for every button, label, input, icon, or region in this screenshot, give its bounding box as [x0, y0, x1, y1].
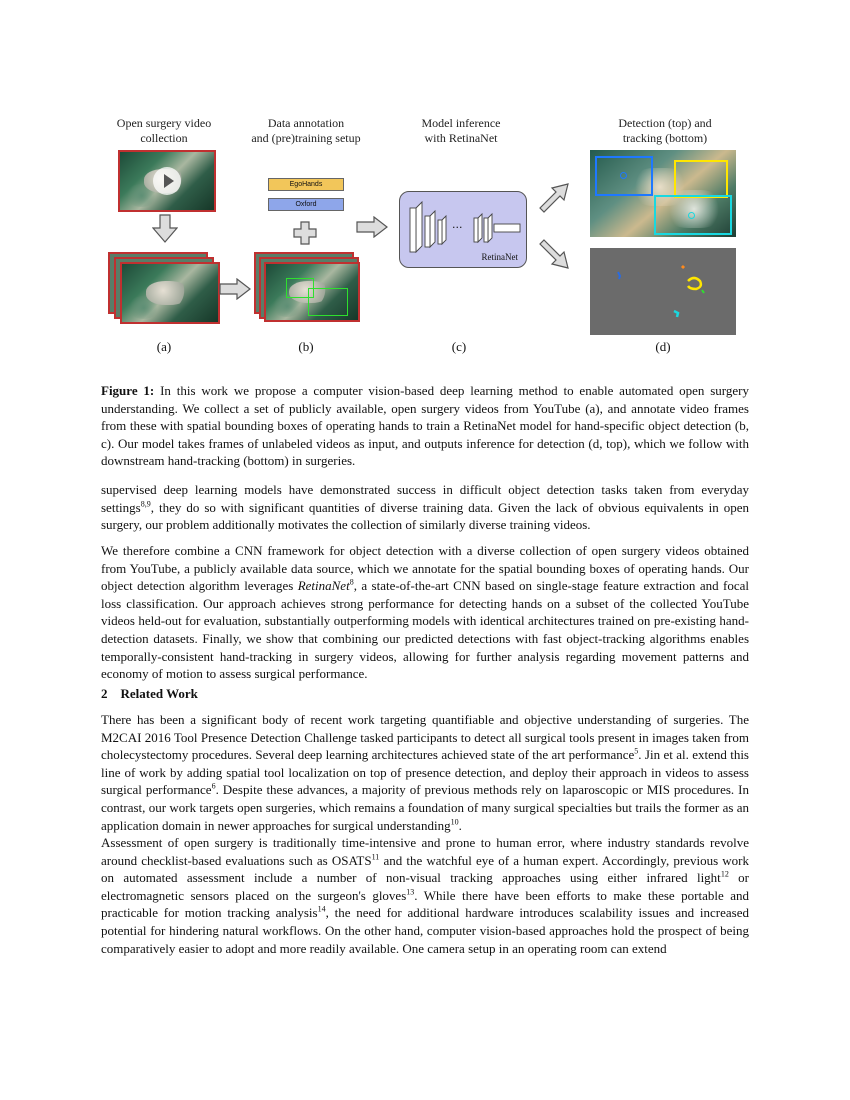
body-paragraph-2 — [101, 542, 749, 683]
arrow-right-icon — [219, 278, 251, 300]
citation: 8 — [349, 577, 354, 587]
paragraph-text: , they do so with significant quantities of diverse training data. Given the lack of obvious equivalents in open surgery, our problem additionally motivates the collection of similarly diverse training videos. — [101, 499, 749, 533]
panel-label-a: (a) — [156, 339, 172, 354]
paragraph-text: , a state-of-the-art CNN based on single-stage feature extraction and focal loss classification. Our approach achieves strong performance for detecting hands on a subset of the collected YouTube videos held-out for evaluation, substantially outperforming models with identical architectures trained on pre-existing hand-detection datasets. Finally, we show that combining our predicted detections with fast object-tracking algorithms enables temporally-consistent hand-tracking in surgery videos, allowing for further analysis regarding movement patterns and economy of motion to assess surgical performance. — [101, 578, 749, 682]
citation: 14 — [317, 905, 326, 915]
hand-bounding-box — [308, 288, 348, 316]
stage-title-d — [595, 116, 735, 146]
stage-title-c-line1: Model inference — [421, 116, 501, 130]
detection-frame — [590, 150, 736, 237]
video-thumbnail — [118, 150, 216, 212]
stage-title-b-line1: Data annotation — [267, 116, 345, 130]
citation: 11 — [371, 852, 380, 862]
citation: 10 — [450, 817, 459, 827]
network-layers-icon — [408, 198, 528, 260]
paragraph-text: . Despite these advances, a majority of previous methods rely on laparoscopic or MIS procedures. In contrast, our work targets open surgeries, which remains a foundation of many surgical specialties but trails the former as an application domain in newer approaches for surgical understanding — [101, 782, 749, 833]
paragraph-text: Assessment of open surgery is traditionally time-intensive and prone to human error, where industry standards revolve around checklist-based evaluations such as OSATS — [101, 835, 749, 868]
section-number: 2 — [101, 686, 108, 701]
stage-title-b-line2: and (pre)training setup — [251, 131, 361, 145]
paragraph-text: We therefore combine a CNN framework for object detection with a diverse collection of open surgery videos obtained from YouTube, a publicly available data source, which we annotate for the spatial bounding boxes of operating hands. Our object detection algorithm leverages — [101, 543, 749, 594]
citation: 12 — [720, 869, 729, 879]
stage-title-b — [241, 116, 371, 146]
layers-ellipsis: ... — [452, 218, 463, 231]
oxford-tag: Oxford — [268, 198, 344, 211]
body-paragraph-1 — [101, 481, 749, 534]
arrow-down-icon — [152, 214, 178, 244]
paragraph-text: supervised deep learning models have demonstrated success in difficult object detection tasks taken from everyday settings — [101, 482, 749, 515]
retinanet-model — [399, 191, 527, 268]
frame-stack-front — [120, 262, 220, 324]
body-paragraph-3 — [101, 711, 749, 834]
panel-label-c: (c) — [451, 339, 467, 354]
citation: 5 — [634, 746, 639, 756]
stage-title-c — [398, 116, 524, 146]
paragraph-text: , the need for additional hardware introduces scalability issues and increased potential for hindering natural workflows. On the other hand, computer vision-based approaches hold the prospect of being comparatively easier to adopt and more readily available. One camera setup in an operating room can extend — [101, 905, 750, 956]
stage-title-c-line2: with RetinaNet — [424, 131, 498, 145]
panel-label-b: (b) — [298, 339, 314, 354]
paragraph-text: . — [458, 817, 462, 833]
caption-text: In this work we propose a computer vision-based deep learning method to enable automated open surgery understanding. We collect a set of publicly available, open surgery videos from YouTube (a), and annotate video frames from these with spatial bounding boxes of operating hands to train a RetinaNet model for hand-specific object detection (b, c). Our model takes frames of unlabeled videos as input, and outputs inference for detection (d, top), which we follow with downstream hand-tracking (bottom) in surgeries. — [101, 383, 749, 469]
stage-title-a-line2: collection — [140, 131, 188, 145]
stage-title-d-line1: Detection (top) and — [618, 116, 712, 130]
citation: 13 — [406, 887, 415, 897]
paragraph-text: . While there have been efforts to make these portable and practicable for motion tracking analysis — [101, 887, 750, 921]
plus-icon — [293, 221, 317, 245]
arrow-down-right-icon — [538, 238, 570, 270]
detection-box-yellow — [674, 160, 728, 198]
section-heading — [101, 686, 198, 702]
stage-title-d-line2: tracking (bottom) — [622, 131, 708, 145]
section-title: Related Work — [120, 686, 198, 701]
citation: 8,9 — [140, 499, 151, 509]
tracking-frame — [590, 248, 736, 335]
paragraph-text: or electromagnetic sensors placed on the surgeon's gloves — [101, 870, 749, 903]
stage-title-a-line1: Open surgery video — [116, 116, 212, 130]
annotated-frame — [264, 262, 360, 322]
paragraph-text: and the watchful eye of a human expert. Accordingly, previous work on automated assessment include a number of non-visual tracking approaches using either infrared light — [101, 852, 749, 886]
arrow-right-icon — [356, 216, 388, 238]
play-icon — [153, 167, 181, 195]
arrow-up-right-icon — [538, 182, 570, 214]
paragraph-text: There has been a significant body of recent work targeting quantifiable and objective understanding of surgeries. The M2CAI 2016 Tool Presence Detection Challenge tasked participants to detect all surgical tools present in images taken from cholecystectomy procedures. Several deep learning architectures achieved state of the art performance — [101, 712, 749, 763]
body-paragraph-4 — [101, 834, 749, 957]
model-name: RetinaNet — [297, 578, 350, 594]
stage-title-a — [100, 116, 228, 146]
caption-label: Figure 1: — [101, 383, 155, 398]
retinanet-label: RetinaNet — [481, 252, 518, 262]
citation: 6 — [211, 782, 216, 792]
panel-label-d: (d) — [655, 339, 671, 354]
tracking-trajectories — [590, 248, 736, 335]
figure-caption — [101, 382, 749, 470]
paragraph-text: . Jin et al. extend this line of work by adding spatial tool localization on top of presence detection, and deploy their approach in videos to assess surgical performance — [101, 747, 749, 798]
egohands-tag: EgoHands — [268, 178, 344, 191]
